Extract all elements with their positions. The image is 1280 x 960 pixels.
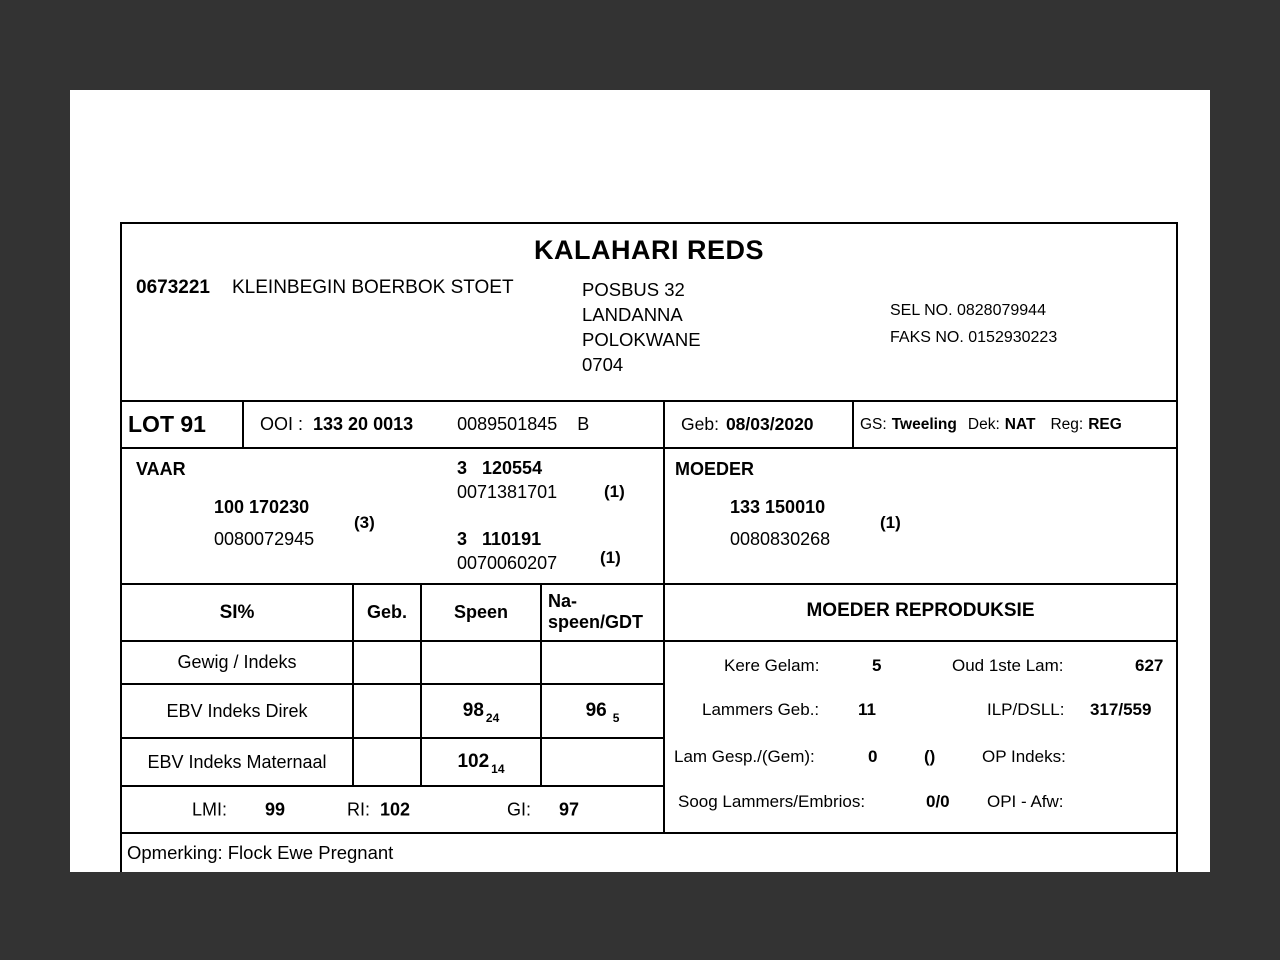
- header-section: [122, 224, 1176, 402]
- breeder-name: KLEINBEGIN BOERBOK STOET: [232, 277, 514, 298]
- dam-id: 133 150010: [730, 497, 826, 517]
- col-header-speen: Speen: [422, 585, 542, 640]
- lam-gesp-paren: (): [924, 747, 936, 766]
- row-label-gewig: Gewig / Indeks: [122, 642, 354, 683]
- grandsire-2-note: (1): [600, 548, 621, 567]
- cell-number: SEL NO. 0828079944: [890, 302, 1046, 319]
- grandsire-1-note: (1): [604, 482, 625, 501]
- col-header-naspeen-line1: Na-: [548, 591, 578, 611]
- gi-label: GI:: [507, 799, 532, 819]
- direk-naspeen-value: 96: [585, 700, 607, 721]
- breeder-address: [582, 277, 701, 377]
- address-line-4: 0704: [582, 354, 624, 375]
- grandsire-2-registration: 0070060207: [457, 553, 558, 573]
- direk-geb-cell: [354, 685, 422, 737]
- dam-registration: 0080830268: [730, 529, 831, 549]
- opi-afw-label: OPI - Afw:: [987, 792, 1064, 811]
- lot-row: [122, 402, 1176, 449]
- direk-speen-cell: [422, 685, 542, 737]
- sire-note: (3): [354, 513, 375, 532]
- dek-value: NAT: [1004, 415, 1036, 433]
- direk-speen-value: 98: [462, 700, 484, 721]
- index-summary-row: [122, 787, 663, 832]
- kere-gelam-label: Kere Gelam:: [724, 656, 820, 675]
- ri-label: RI:: [347, 799, 371, 819]
- lmi-label: LMI:: [192, 799, 228, 819]
- gewig-naspeen-cell: [542, 642, 663, 683]
- reg-label: Reg:: [1050, 415, 1084, 433]
- ooi-label: OOI :: [260, 414, 304, 434]
- repro-line-2: [665, 700, 1176, 724]
- pedigree-section: [122, 449, 1176, 585]
- reproduction-section: [665, 585, 1176, 832]
- grandsire-1-id: 3 120554: [457, 458, 543, 478]
- repro-line-3: [665, 747, 1176, 771]
- ooi-sex-code: B: [577, 414, 590, 434]
- lmi-value: 99: [265, 799, 286, 819]
- remark-text: Opmerking: Flock Ewe Pregnant: [127, 842, 394, 863]
- maternaal-naspeen-cell: [542, 739, 663, 785]
- ilp-dsll-label: ILP/DSLL:: [987, 700, 1065, 719]
- maternaal-speen-cell: [422, 739, 542, 785]
- breeder-contact: [890, 297, 1057, 351]
- geb-label: Geb:: [681, 414, 719, 434]
- gs-label: GS:: [860, 415, 887, 433]
- dam-cell: [665, 449, 1176, 583]
- birth-status-cell: [854, 402, 1176, 447]
- lot-certificate-card: [120, 222, 1178, 872]
- gewig-geb-cell: [354, 642, 422, 683]
- col-header-geb: Geb.: [354, 585, 422, 640]
- gs-value: Tweeling: [891, 415, 957, 433]
- birth-date: 08/03/2020: [725, 414, 814, 434]
- ebv-row-direk: [122, 685, 663, 739]
- ooi-id: 133 20 0013: [313, 414, 414, 434]
- maternaal-speen-accuracy: 14: [491, 762, 505, 776]
- document-page: [70, 90, 1210, 872]
- ewe-identity-cell: [244, 402, 665, 447]
- sire-id: 100 170230: [214, 497, 310, 517]
- repro-line-1: [665, 656, 1176, 680]
- fax-number: FAKS NO. 0152930223: [890, 329, 1058, 346]
- sire-registration: 0080072945: [214, 529, 315, 549]
- row-label-direk: EBV Indeks Direk: [122, 685, 354, 737]
- lam-gesp-value: 0: [868, 747, 878, 766]
- dam-note: (1): [880, 513, 901, 532]
- maternaal-geb-cell: [354, 739, 422, 785]
- lam-gesp-label: Lam Gesp./(Gem):: [674, 747, 815, 766]
- direk-naspeen-cell: [542, 685, 663, 737]
- direk-naspeen-accuracy: 5: [612, 711, 620, 725]
- op-indeks-label: OP Indeks:: [982, 747, 1066, 766]
- col-header-naspeen-line2: speen/GDT: [548, 612, 644, 632]
- oud-1ste-lam-label: Oud 1ste Lam:: [952, 656, 1064, 675]
- stats-section: [122, 585, 1176, 834]
- remark-row: [122, 834, 1176, 864]
- col-header-naspeen: [542, 585, 663, 640]
- grandsire-2-id: 3 110191: [457, 529, 542, 549]
- ilp-dsll-value: 317/559: [1090, 700, 1152, 719]
- birthdate-cell: [665, 402, 854, 447]
- address-line-3: POLOKWANE: [582, 329, 701, 350]
- sire-heading: VAAR: [136, 459, 186, 479]
- ebv-row-gewig: [122, 642, 663, 685]
- col-header-si: SI%: [122, 585, 354, 640]
- breeder-number: 0673221: [136, 277, 210, 298]
- address-line-2: LANDANNA: [582, 304, 683, 325]
- address-line-1: POSBUS 32: [582, 279, 685, 300]
- repro-line-4: [665, 792, 1176, 816]
- ebv-table: [122, 585, 665, 832]
- maternaal-speen-value: 102: [457, 751, 490, 772]
- ooi-registration: 0089501845: [457, 414, 558, 434]
- ebv-row-maternaal: [122, 739, 663, 787]
- ri-value: 102: [380, 799, 411, 819]
- lammers-geb-label: Lammers Geb.:: [702, 700, 820, 719]
- row-label-maternaal: EBV Indeks Maternaal: [122, 739, 354, 785]
- kere-gelam-value: 5: [872, 656, 882, 675]
- oud-1ste-lam-value: 627: [1135, 656, 1164, 675]
- lot-number: LOT 91: [122, 402, 244, 447]
- lammers-geb-value: 11: [858, 700, 876, 719]
- gi-value: 97: [559, 799, 580, 819]
- document-title: KALAHARI REDS: [533, 235, 764, 265]
- dek-label: Dek:: [967, 415, 1000, 433]
- reproduction-heading: MOEDER REPRODUKSIE: [665, 585, 1176, 642]
- soog-lammers-value: 0/0: [926, 792, 950, 811]
- direk-speen-accuracy: 24: [485, 711, 500, 725]
- soog-lammers-label: Soog Lammers/Embrios:: [678, 792, 866, 811]
- ebv-header-row: [122, 585, 663, 642]
- sire-cell: [122, 449, 665, 583]
- dam-heading: MOEDER: [675, 459, 755, 479]
- grandsire-1-registration: 0071381701: [457, 482, 558, 502]
- gewig-speen-cell: [422, 642, 542, 683]
- reg-value: REG: [1088, 415, 1122, 433]
